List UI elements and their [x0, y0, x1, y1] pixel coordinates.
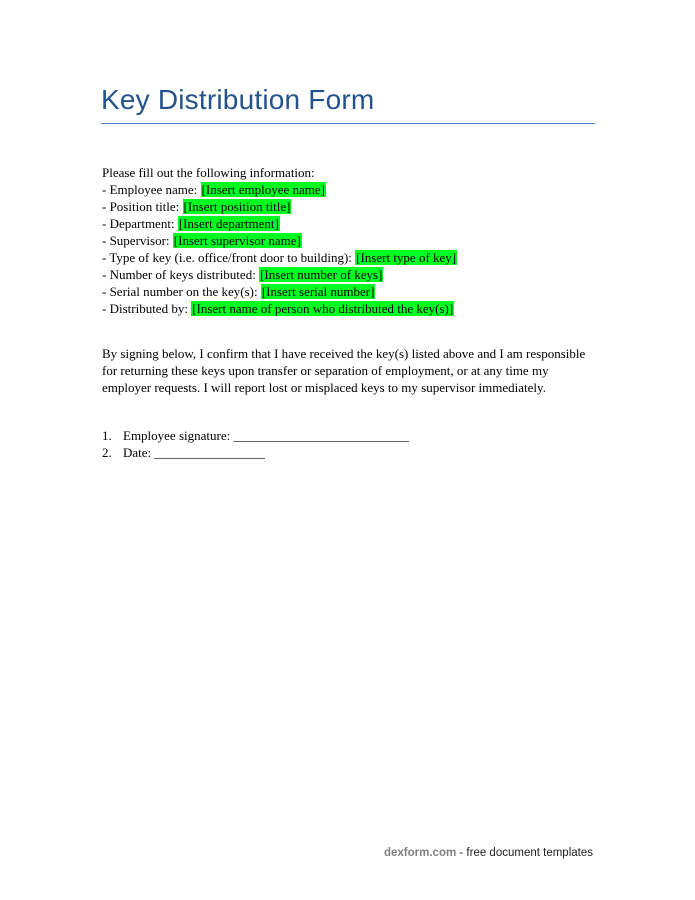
- intro-text: Please fill out the following information:: [102, 165, 315, 180]
- field-placeholder: [Insert name of person who distributed the key(s)]: [192, 301, 454, 316]
- title-divider: [101, 123, 595, 124]
- page-title: Key Distribution Form: [101, 84, 375, 115]
- field-placeholder: [Insert employee name]: [201, 182, 326, 197]
- field-placeholder: [Insert number of keys]: [260, 267, 383, 282]
- list-number: 1.: [102, 428, 112, 443]
- field-label: - Serial number on the key(s):: [102, 284, 261, 299]
- field-position-title: [102, 198, 597, 215]
- field-placeholder: [Insert serial number]: [261, 284, 375, 299]
- field-label: - Employee name:: [102, 182, 201, 197]
- field-label: - Distributed by:: [102, 301, 192, 316]
- field-label: - Position title:: [102, 199, 183, 214]
- field-supervisor: [102, 232, 597, 249]
- field-placeholder: [Insert department]: [178, 216, 279, 231]
- signature-list: [102, 427, 409, 461]
- signature-line: Employee signature: ___________________________: [123, 428, 409, 443]
- info-section: [102, 164, 597, 317]
- field-placeholder: [Insert type of key]: [356, 250, 457, 265]
- footer-tagline: - free document templates: [456, 847, 593, 859]
- field-employee-name: [102, 181, 597, 198]
- field-label: - Supervisor:: [102, 233, 173, 248]
- list-number: 2.: [102, 445, 112, 460]
- footer-brand: dexform.com: [383, 847, 457, 859]
- field-label: - Type of key (i.e. office/front door to building):: [102, 250, 356, 265]
- field-label: - Department:: [102, 216, 178, 231]
- signature-item-date: [102, 444, 409, 461]
- field-distributed-by: [102, 300, 597, 317]
- field-placeholder: [Insert supervisor name]: [173, 233, 301, 248]
- footer: [384, 846, 593, 860]
- field-label: - Number of keys distributed:: [102, 267, 260, 282]
- acknowledgement-statement: By signing below, I confirm that I have received the key(s) listed above and I am responsible for returning these keys upon transfer or separation of employment, or at any time my employer requests. I will report lost or misplaced keys to my supervisor immediately.: [102, 346, 586, 395]
- field-department: [102, 215, 597, 232]
- field-serial-number: [102, 283, 597, 300]
- field-number-of-keys: [102, 266, 597, 283]
- signature-item-employee-signature: [102, 427, 409, 444]
- field-type-of-key: [102, 249, 597, 266]
- field-placeholder: [Insert position title]: [183, 199, 291, 214]
- signature-line: Date: _________________: [123, 445, 265, 460]
